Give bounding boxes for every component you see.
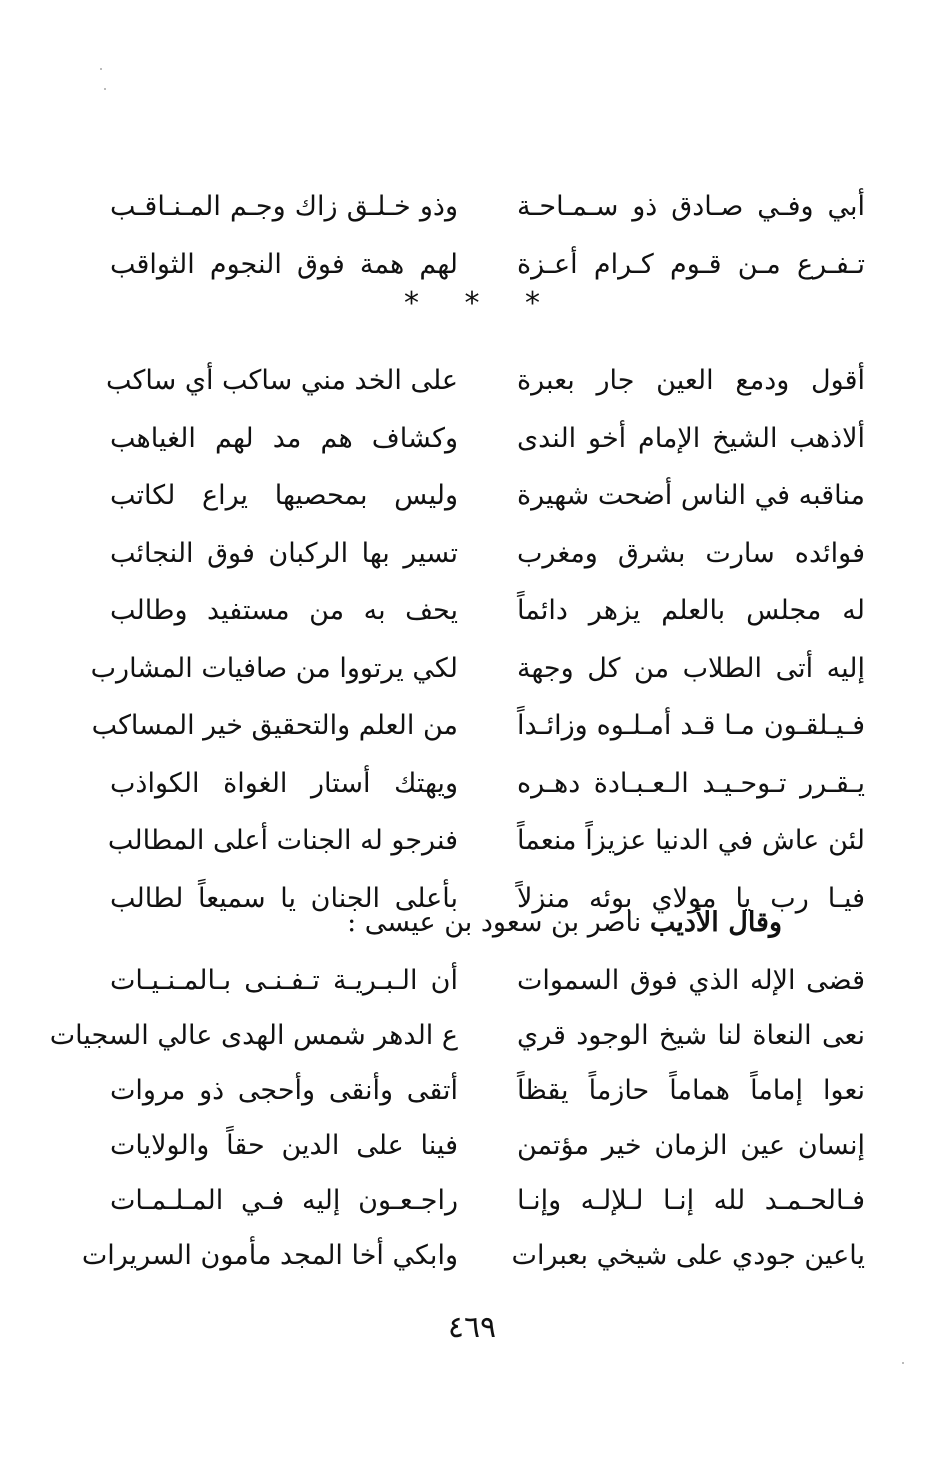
verse xyxy=(106,352,865,410)
second-hemistich: أتقى وأنقى وأحجى ذو مروات xyxy=(110,1075,458,1106)
first-hemistich: فـيـلقـون مـا قـد أمـلـوه وزائـداً xyxy=(517,710,865,741)
first-hemistich: فيـا رب يا مولاي بوئه منزلاً xyxy=(517,882,865,914)
verse xyxy=(90,640,865,698)
second-hemistich: لكي يرتووا من صافيات المشارب xyxy=(90,652,458,684)
section-separator xyxy=(0,286,944,321)
second-hemistich: وليس بمحصيها يراع لكاتب xyxy=(110,480,458,511)
first-hemistich: نعى النعاة لنا شيخ الوجود قري xyxy=(517,1020,865,1051)
second-hemistich: أن الـبـريـة تـفـنـى بـالمـنـيـات xyxy=(110,965,458,996)
second-hemistich: فنرجو له الجنات أعلى المطالب xyxy=(107,825,458,856)
first-hemistich: مناقبه في الناس أضحت شهيرة xyxy=(517,480,865,511)
verse xyxy=(107,812,865,870)
second-hemistich: تسير بها الركبان فوق النجائب xyxy=(110,537,458,569)
first-hemistich: ألاذهب الشيخ الإمام أخو الندى xyxy=(517,422,865,454)
verse xyxy=(91,697,865,755)
second-hemistich: يحف به من مستفيد وطالب xyxy=(110,595,458,626)
first-hemistich: إنسان عين الزمان خير مؤتمن xyxy=(517,1130,865,1161)
second-hemistich: وذو خـلـق زاك وجـم المـنـاقـب xyxy=(110,191,458,222)
poem-2 xyxy=(90,352,865,927)
first-hemistich: ياعين جودي على شيخي بعبرات xyxy=(511,1240,865,1271)
scan-speck xyxy=(902,1362,904,1364)
scan-speck xyxy=(100,68,102,70)
poem-3 xyxy=(49,953,865,1283)
second-hemistich: فينا على الدين حقاً والولايات xyxy=(110,1130,458,1161)
first-hemistich: يـقـرر تـوحـيـد الـعـبـادة دهـره xyxy=(517,767,865,799)
poem-1 xyxy=(110,178,865,294)
verse xyxy=(110,1173,865,1228)
second-hemistich: ويهتك أستار الغواة الكواذب xyxy=(110,767,458,799)
second-hemistich: راجـعـون إليه فـي المـلـمـات xyxy=(110,1185,458,1216)
verse xyxy=(110,1063,865,1118)
second-hemistich: وابكي أخا المجد مأمون السريرات xyxy=(81,1240,458,1271)
second-hemistich: بأعلى الجنان يا سميعاً لطالب xyxy=(110,882,458,914)
first-hemistich: أقول ودمع العين جار بعبرة xyxy=(517,365,865,396)
verse xyxy=(110,410,865,468)
intro-text: ناصر بن سعود بن عيسى : xyxy=(347,907,650,938)
first-hemistich: لئن عاش في الدنيا عزيزاً منعماً xyxy=(517,825,865,856)
verse xyxy=(110,178,865,236)
verse xyxy=(110,525,865,583)
first-hemistich: أبي وفـي صـادق ذو سـمـاحـة xyxy=(517,191,865,222)
second-hemistich: ع الدهر شمس الهدى عالي السجيات xyxy=(49,1020,458,1051)
separator-star: * xyxy=(403,286,419,321)
verse xyxy=(110,953,865,1008)
first-hemistich: تـفـرع مـن قـوم كـرام أعـزة xyxy=(517,249,865,280)
second-hemistich: على الخد مني ساكب أي ساكب xyxy=(106,365,458,396)
second-hemistich: من العلم والتحقيق خير المساكب xyxy=(91,710,458,741)
separator-star: * xyxy=(525,286,541,321)
first-hemistich: نعوا إماماً هماماً حازماً يقظاً xyxy=(517,1075,865,1106)
first-hemistich: فـالحـمـد لله إنـا لـلإلـه وإنـا xyxy=(517,1185,865,1216)
separator-star: * xyxy=(464,286,480,321)
second-hemistich: وكشاف هم مد لهم الغياهب xyxy=(110,422,458,454)
first-hemistich: له مجلس بالعلم يزهر دائماً xyxy=(517,595,865,626)
verse xyxy=(110,467,865,525)
first-hemistich: فوائده سارت بشرق ومغرب xyxy=(517,537,865,569)
second-hemistich: لهم همة فوق النجوم الثواقب xyxy=(110,249,458,280)
verse xyxy=(49,1008,865,1063)
verse xyxy=(110,582,865,640)
verse xyxy=(110,755,865,813)
page-number: ٤٦٩ xyxy=(447,1310,497,1345)
first-hemistich: إليه أتى الطلاب من كل وجهة xyxy=(517,652,865,684)
verse xyxy=(110,1118,865,1173)
scan-speck xyxy=(104,88,106,90)
poem-intro xyxy=(347,898,782,948)
verse xyxy=(81,1228,865,1283)
intro-bold: وقال الأديب xyxy=(649,907,782,938)
first-hemistich: قضى الإله الذي فوق السموات xyxy=(517,965,865,996)
